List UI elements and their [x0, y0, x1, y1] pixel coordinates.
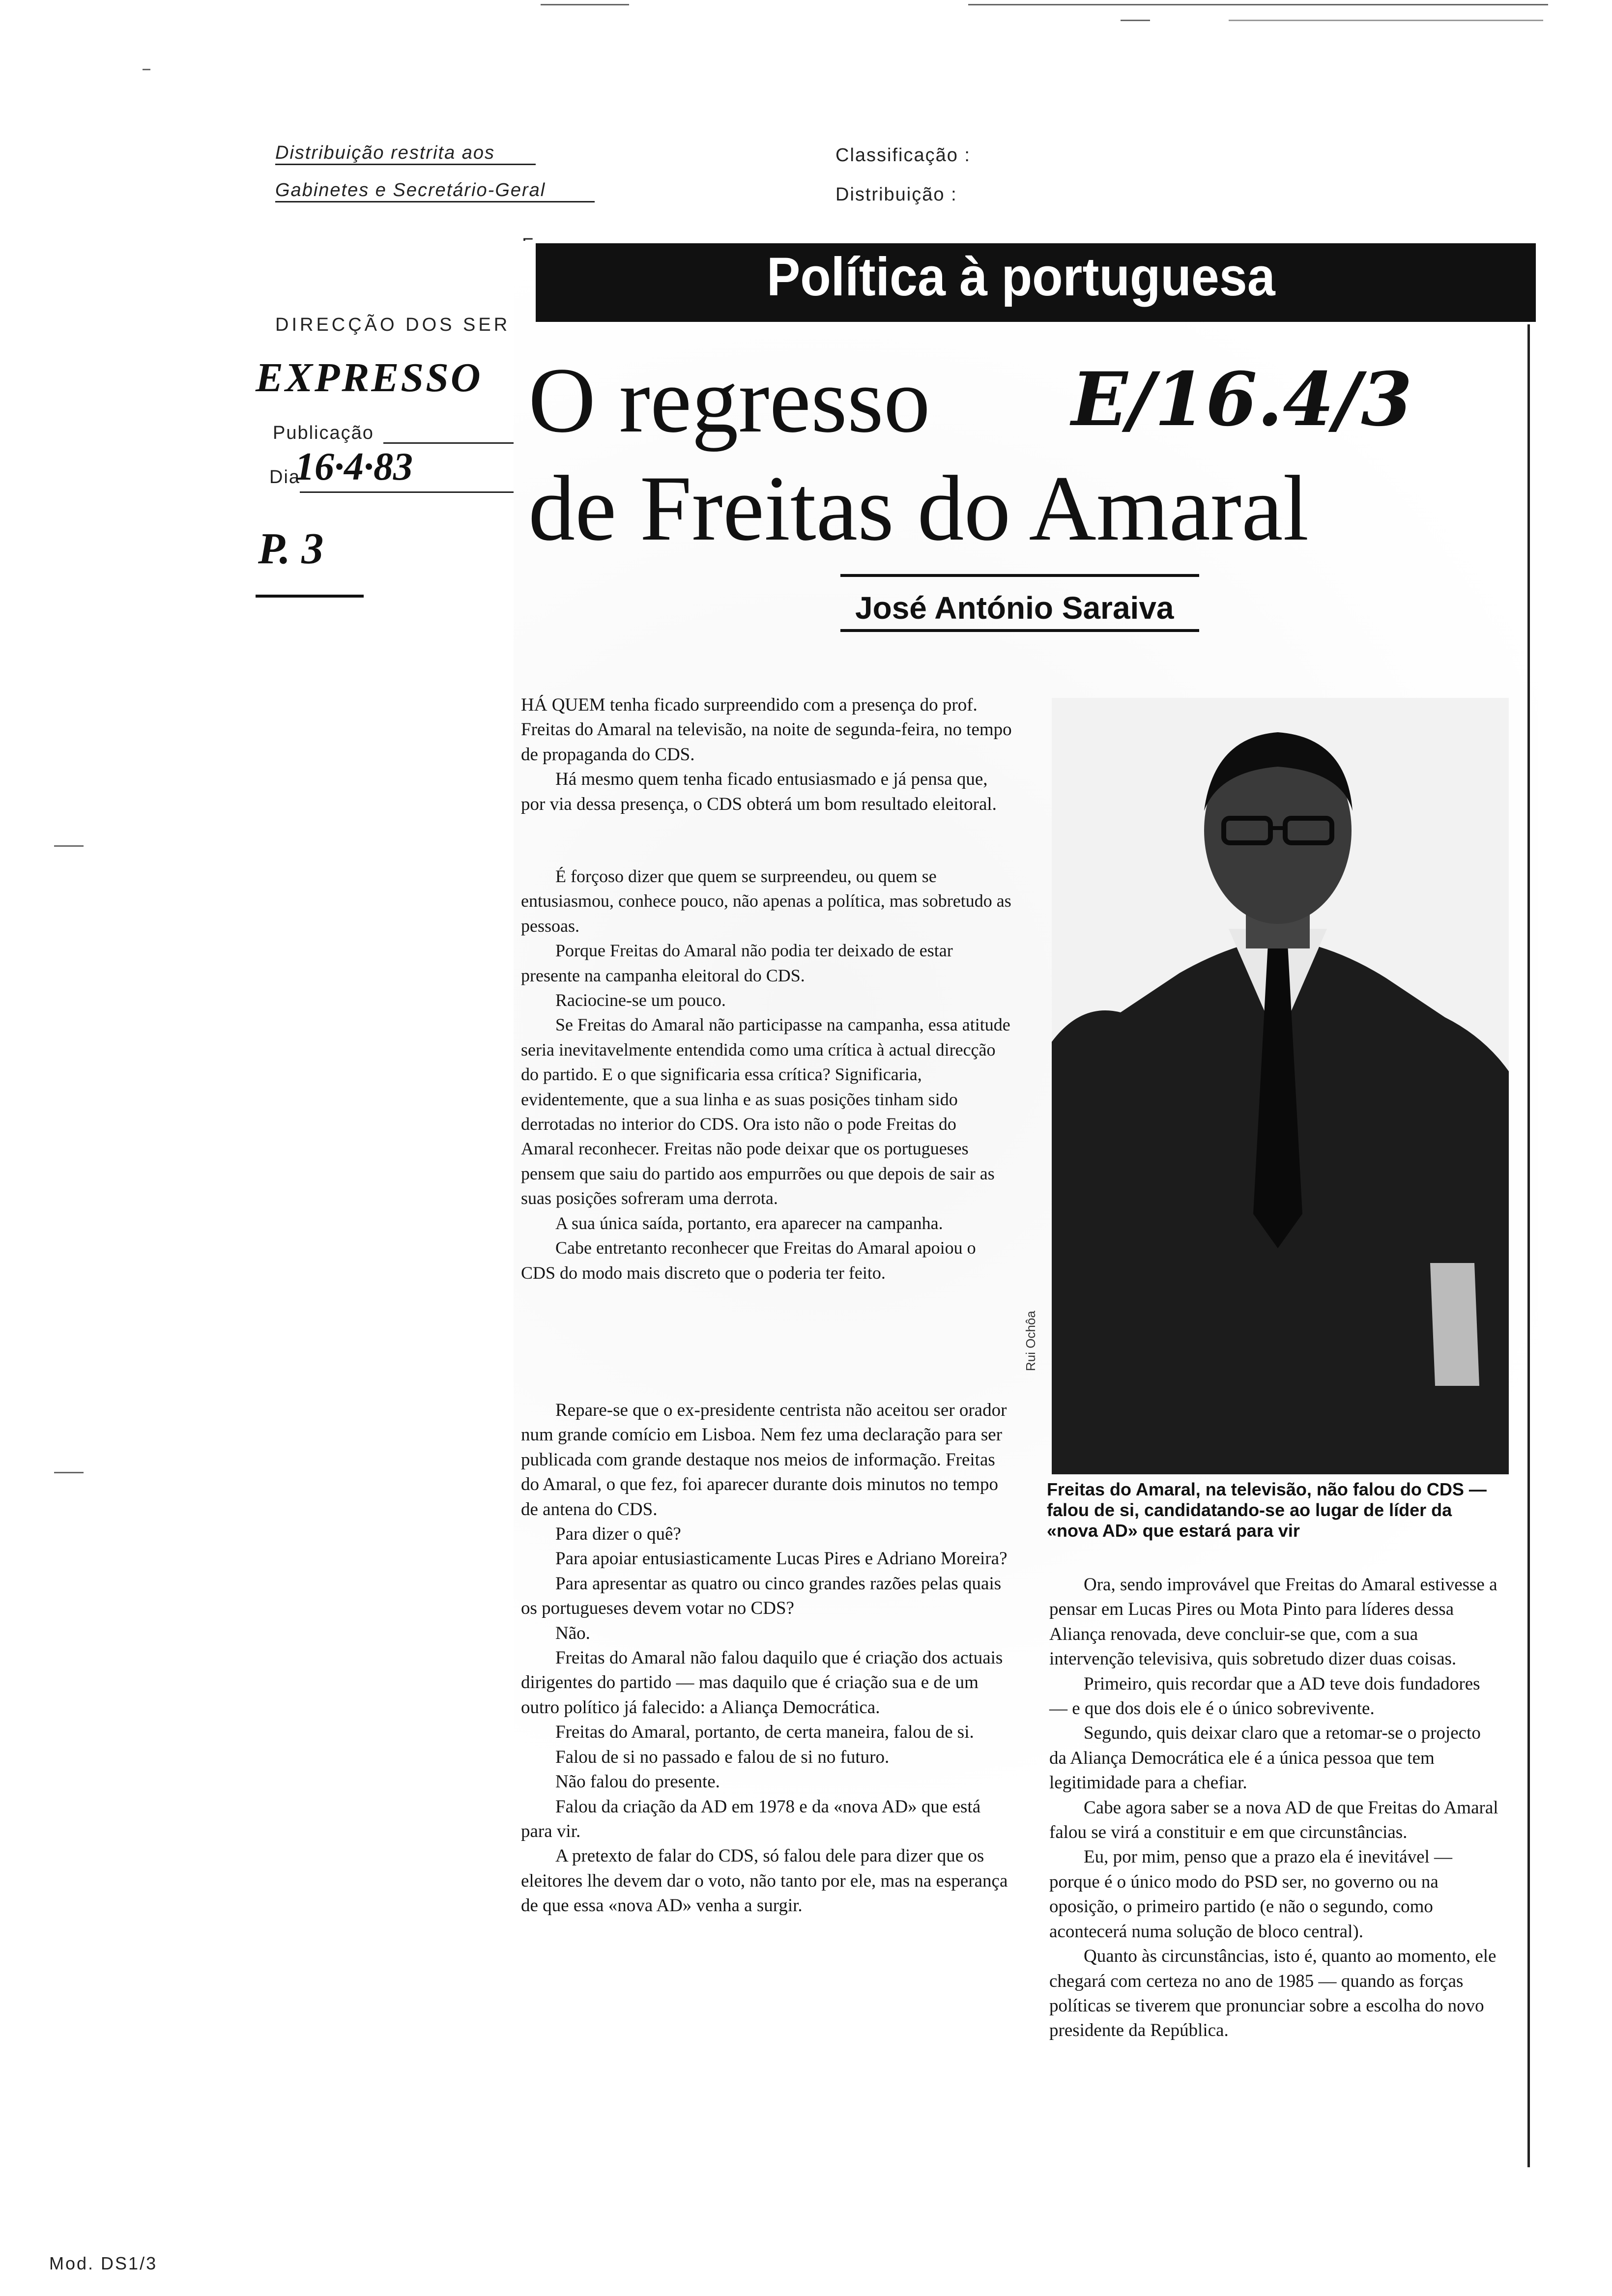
paragraph: Porque Freitas do Amaral não podia ter deixado de estar presente na campanha eleitoral do CDS. — [521, 941, 953, 985]
right-column — [1049, 1573, 1501, 2043]
paragraph: Para apoiar entusiasticamente Lucas Pires e Adriano Moreira? — [555, 1549, 1008, 1569]
paragraph: Raciocine-se um pouco. — [555, 990, 726, 1010]
paragraph: A sua única saída, portanto, era aparecer na campanha. — [555, 1213, 943, 1233]
left-column-c — [521, 1398, 1012, 1919]
paragraph: Eu, por mim, penso que a prazo ela é inevitável — porque é o único modo do PSD ser, no governo ou na oposição, o primeiro partido (e não o segundo, como acontecerá numa solução de bloco central). — [1049, 1847, 1453, 1942]
scan-artifact-line — [968, 4, 1548, 5]
section-banner-title: Política à portuguesa — [767, 247, 1275, 307]
headline-line2: de Freitas do Amaral — [528, 457, 1309, 560]
paragraph: HÁ QUEM tenha ficado surpreendido com a presença do prof. Freitas do Amaral na televisão, na noite de segunda-feira, no tempo de propaganda do CDS. — [521, 695, 1012, 765]
byline-rule-bottom — [840, 629, 1199, 632]
paragraph: Cabe entretanto reconhecer que Freitas do Amaral apoiou o CDS do modo mais discreto que o poderia ter feito. — [521, 1238, 976, 1283]
scan-artifact-line — [541, 4, 629, 5]
paragraph: Falou de si no passado e falou de si no futuro. — [555, 1747, 890, 1767]
handwritten-clip-date: E/16.4/3 — [1071, 356, 1412, 443]
publication-field-line — [383, 442, 521, 444]
form-code: Mod. DS1/3 — [49, 2253, 158, 2273]
paragraph: Para apresentar as quatro ou cinco grandes razões pelas quais os portugueses devem votar no CDS? — [521, 1573, 1002, 1619]
clipping-right-rule — [1527, 324, 1530, 2167]
handwritten-page: P. 3 — [258, 524, 324, 573]
publication-label: Publicação — [273, 423, 374, 443]
scan-artifact-line — [1121, 20, 1150, 21]
paragraph: A pretexto de falar do CDS, só falou dele para dizer que os eleitores lhe devem dar o voto, não tanto por ele, mas na esperança de que essa «nova AD» venha a surgir. — [521, 1846, 1008, 1916]
distribution-restriction-line1: Distribuição restrita aos — [275, 143, 536, 165]
paragraph: Primeiro, quis recordar que a AD teve dois fundadores — e que dos dois ele é o único sobrevivente. — [1049, 1673, 1480, 1719]
headline-line1: O regresso — [528, 349, 930, 452]
byline-rule-top — [840, 574, 1199, 577]
paragraph: Freitas do Amaral não falou daquilo que é criação dos actuais dirigentes do partido — mas daquilo que é criação sua e de um outro político já falecido: a Aliança Democrática. — [521, 1648, 1003, 1718]
handwritten-publication: EXPRESSO — [256, 355, 483, 401]
paragraph: Ora, sendo improvável que Freitas do Amaral estivesse a pensar em Lucas Pires ou Mota Pinto para líderes dessa Aliança renovada, deve concluir-se que, com a sua intervenção televisiva, quis sobretudo dizer duas coisas. — [1049, 1575, 1497, 1669]
photo-portrait-illustration — [1052, 698, 1509, 1474]
photo-caption: Freitas do Amaral, na televisão, não falou do CDS — falou de si, candidatando-se ao lugar de líder da «nova AD» que estará para vir — [1047, 1479, 1487, 1541]
paragraph: Não. — [555, 1623, 590, 1643]
classification-label: Classificação : — [835, 145, 971, 166]
left-column-a — [521, 693, 1012, 817]
paragraph: Repare-se que o ex-presidente centrista não aceitou ser orador num grande comício em Lisboa. Nem fez uma declaração para ser publicada com grande destaque nos meios de informação. Freitas do Amaral, o que fez, foi aparecer durante dois minutos no tempo de antena do CDS. — [521, 1400, 1007, 1520]
paragraph: Segundo, quis deixar claro que a retomar-se o projecto da Aliança Democrática ele é a única pessoa que tem legitimidade para a chefiar. — [1049, 1723, 1481, 1793]
paragraph: É forçoso dizer que quem se surpreendeu, ou quem se entusiasmou, conhece pouco, não apenas a política, mas sobretudo as pessoas. — [521, 866, 1011, 936]
paragraph: Há mesmo quem tenha ficado entusiasmado e já pensa que, por via dessa presença, o CDS obterá um bom resultado eleitoral. — [521, 769, 997, 814]
direction-label: DIRECÇÃO DOS SER — [275, 315, 511, 335]
day-label: Dia — [269, 467, 301, 488]
paragraph: Freitas do Amaral, portanto, de certa maneira, falou de si. — [555, 1722, 974, 1743]
byline: José António Saraiva — [855, 590, 1174, 626]
scan-artifact-mark — [54, 1472, 84, 1473]
scan-artifact-mark — [143, 69, 150, 70]
handwritten-date: 16·4·83 — [295, 445, 413, 488]
day-field-line — [300, 491, 521, 493]
photo-credit: Rui Ochôa — [1023, 1311, 1038, 1371]
paragraph: Cabe agora saber se a nova AD de que Freitas do Amaral falou se virá a constituir e em que circunstâncias. — [1049, 1797, 1498, 1843]
distribution-restriction-line2: Gabinetes e Secretário-Geral — [275, 180, 595, 202]
photo-freitas-do-amaral — [1052, 698, 1509, 1474]
page-underline — [256, 595, 364, 598]
paragraph: Não falou do presente. — [555, 1772, 720, 1792]
paragraph: Para dizer o quê? — [555, 1524, 681, 1545]
distribution-label: Distribuição : — [835, 184, 957, 205]
paragraph: Quanto às circunstâncias, isto é, quanto ao momento, ele chegará com certeza no ano de 1985 — quando as forças políticas se tiverem que pronunciar sobre a escolha do novo presidente da República. — [1049, 1946, 1497, 2041]
scan-artifact-line — [1229, 20, 1543, 21]
paragraph: Falou da criação da AD em 1978 e da «nova AD» que está para vir. — [521, 1796, 981, 1841]
left-column-b — [521, 864, 1012, 1285]
scan-artifact-mark — [54, 845, 84, 847]
paragraph: Se Freitas do Amaral não participasse na campanha, essa atitude seria inevitavelmente entendida como uma crítica à actual direcção do partido. E o que significaria essa crítica? Significaria, evidentemente, que a sua linha e as suas posições tinham sido derrotadas no interior do CDS. Ora isto não o pode Freitas do Amaral reconhecer. Freitas não pode deixar que os portugueses pensem que saiu do partido aos empurrões ou que depois de sair as suas posições sofreram uma derrota. — [521, 1015, 1010, 1208]
